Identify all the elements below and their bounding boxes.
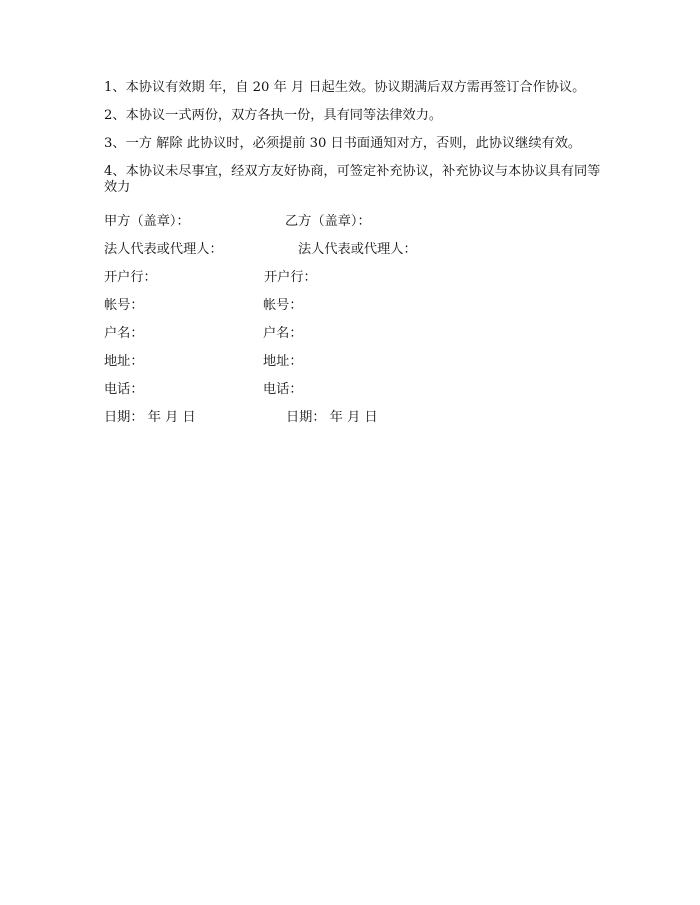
clause-3: 3、一方 解除 此协议时，必须提前 30 日书面通知对方，否则，此协议继续有效。 xyxy=(104,136,582,151)
party-a-bank-label: 开户行： xyxy=(104,270,157,285)
party-a-date-label: 日期： 年 月 日 xyxy=(104,410,196,425)
signature-row-account xyxy=(104,294,624,322)
party-a-seal-label: 甲方（盖章）： xyxy=(104,214,190,229)
signature-row-representative xyxy=(104,238,624,266)
party-b-representative-label: 法人代表或代理人： xyxy=(298,242,417,257)
party-b-account-label: 帐号： xyxy=(263,298,303,313)
party-b-seal-label: 乙方（盖章）： xyxy=(285,214,371,229)
agreement-clauses xyxy=(104,80,604,208)
signature-row-account-name xyxy=(104,322,624,350)
party-a-account-name-label: 户名： xyxy=(104,326,144,341)
party-b-date-label: 日期： 年 月 日 xyxy=(286,410,378,425)
party-a-phone-label: 电话： xyxy=(104,382,144,397)
signature-row-date xyxy=(104,406,624,434)
party-b-account-name-label: 户名： xyxy=(263,326,303,341)
signature-row-bank xyxy=(104,266,624,294)
party-a-account-label: 帐号： xyxy=(104,298,144,313)
signature-block xyxy=(104,210,624,434)
party-a-representative-label: 法人代表或代理人： xyxy=(104,242,223,257)
clause-2: 2、本协议一式两份，双方各执一份，具有同等法律效力。 xyxy=(104,108,443,123)
signature-row-address xyxy=(104,350,624,378)
party-b-address-label: 地址： xyxy=(263,354,303,369)
clause-4: 4、本协议未尽事宜，经双方友好协商，可签定补充协议，补充协议与本协议具有同等效力 xyxy=(104,164,601,195)
party-b-bank-label: 开户行： xyxy=(264,270,317,285)
party-a-address-label: 地址： xyxy=(104,354,144,369)
signature-row-phone xyxy=(104,378,624,406)
clause-1: 1、本协议有效期 年，自 20 年 月 日起生效。协议期满后双方需再签订合作协议。 xyxy=(104,80,586,95)
signature-row-seal xyxy=(104,210,624,238)
party-b-phone-label: 电话： xyxy=(263,382,303,397)
